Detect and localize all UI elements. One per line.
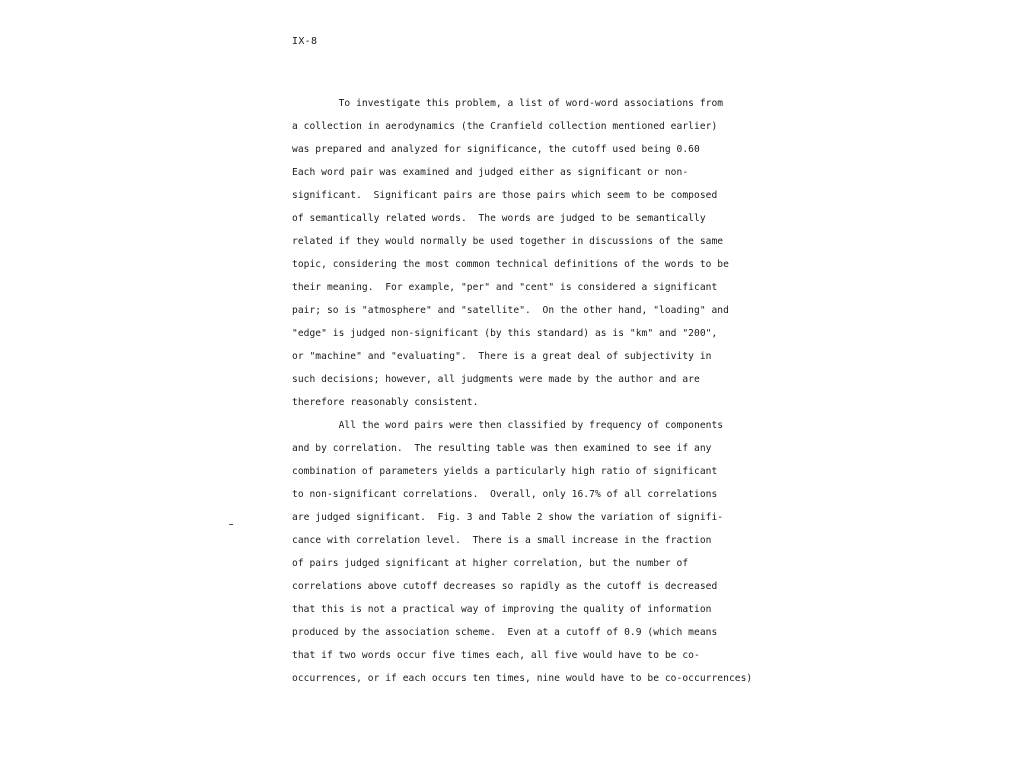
text-line: cance with correlation level. There is a small increase in the fraction xyxy=(292,535,712,546)
text-line: to non-significant correlations. Overall, only 16.7% of all correlations xyxy=(292,489,718,500)
text-line: correlations above cutoff decreases so rapidly as the cutoff is decreased xyxy=(292,581,718,592)
text-line: produced by the association scheme. Even at a cutoff of 0.9 (which means xyxy=(292,627,718,638)
scan-artifact-mark xyxy=(229,524,233,525)
text-line: therefore reasonably consistent. xyxy=(292,397,479,408)
text-line: related if they would normally be used together in discussions of the same xyxy=(292,236,724,247)
text-line: that if two words occur five times each, all five would have to be co- xyxy=(292,650,700,661)
text-line: a collection in aerodynamics (the Cranfield collection mentioned earlier) xyxy=(292,121,718,132)
text-line: To investigate this problem, a list of word-word associations from xyxy=(292,98,724,109)
text-line: and by correlation. The resulting table was then examined to see if any xyxy=(292,443,712,454)
text-line: Each word pair was examined and judged either as significant or non- xyxy=(292,167,689,178)
text-line: "edge" is judged non-significant (by this standard) as is "km" and "200", xyxy=(292,328,718,339)
text-line: occurrences, or if each occurs ten times, nine would have to be co-occurrences) xyxy=(292,673,753,684)
body-text xyxy=(292,92,753,690)
text-line: or "machine" and "evaluating". There is a great deal of subjectivity in xyxy=(292,351,712,362)
text-line: that this is not a practical way of improving the quality of information xyxy=(292,604,712,615)
text-line: of pairs judged significant at higher correlation, but the number of xyxy=(292,558,689,569)
text-line: significant. Significant pairs are those pairs which seem to be composed xyxy=(292,190,718,201)
text-line: their meaning. For example, "per" and "cent" is considered a significant xyxy=(292,282,718,293)
text-line: pair; so is "atmosphere" and "satellite". On the other hand, "loading" and xyxy=(292,305,729,316)
page-number: IX-8 xyxy=(292,36,318,47)
text-line: are judged significant. Fig. 3 and Table 2 show the variation of signifi- xyxy=(292,512,724,523)
text-line: All the word pairs were then classified by frequency of components xyxy=(292,420,724,431)
text-line: combination of parameters yields a particularly high ratio of significant xyxy=(292,466,718,477)
text-line: such decisions; however, all judgments were made by the author and are xyxy=(292,374,700,385)
text-line: of semantically related words. The words are judged to be semantically xyxy=(292,213,706,224)
text-line: topic, considering the most common technical definitions of the words to be xyxy=(292,259,729,270)
text-line: was prepared and analyzed for significance, the cutoff used being 0.60 xyxy=(292,144,700,155)
